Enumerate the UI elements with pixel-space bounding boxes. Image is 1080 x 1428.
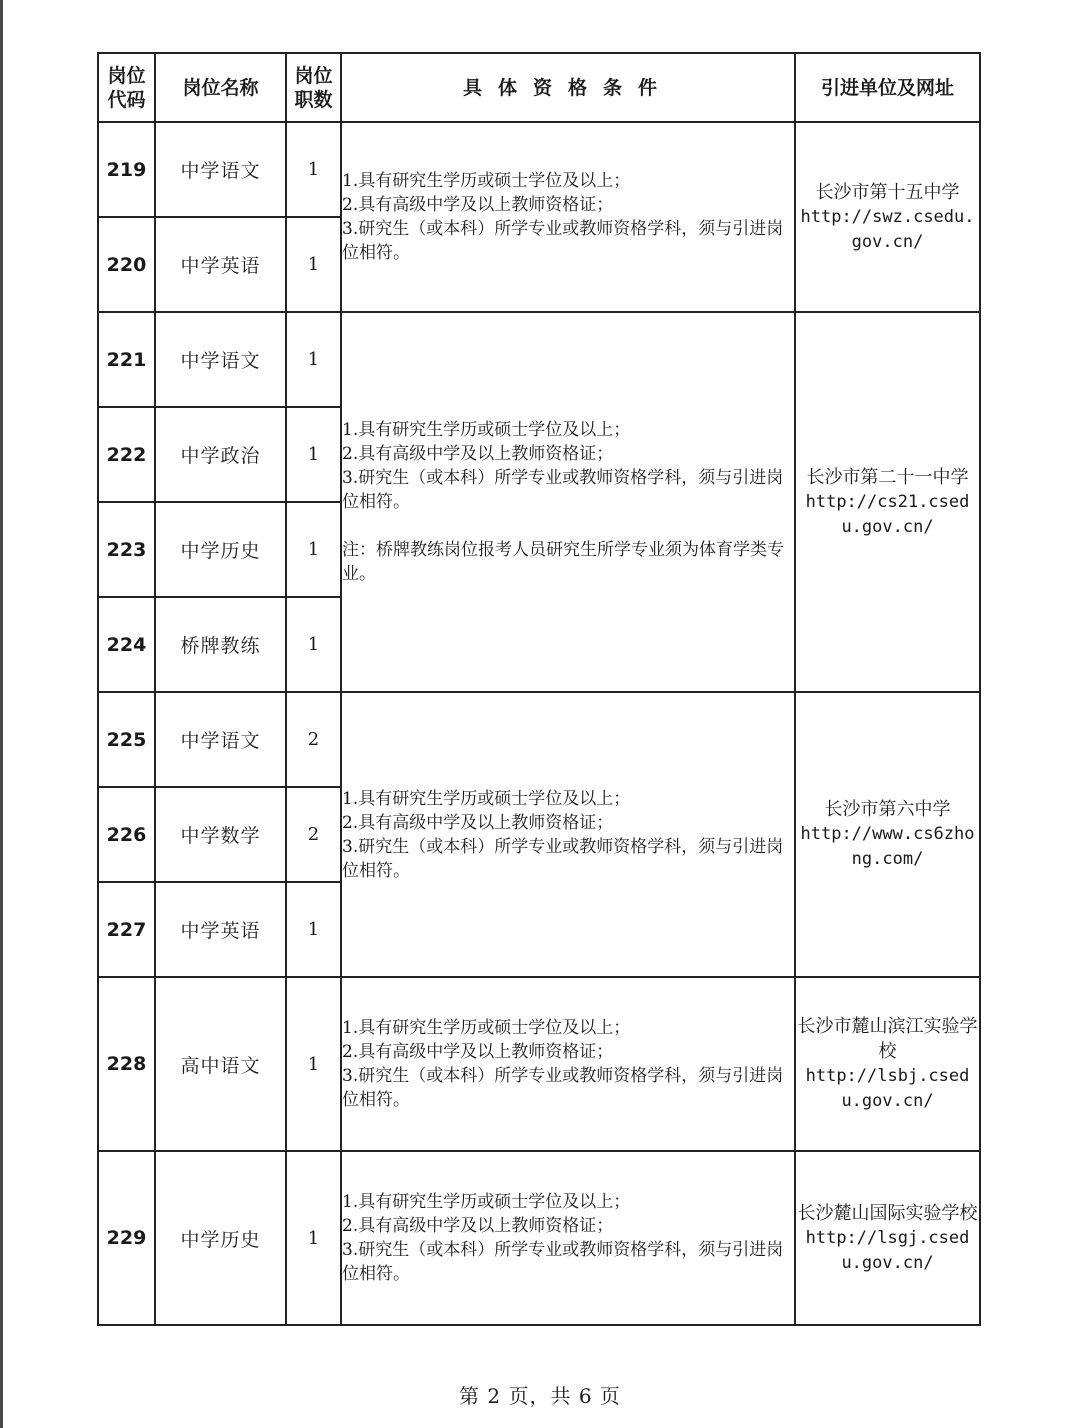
post-code: 221 [98,312,155,407]
table-row [98,692,980,787]
post-code: 228 [98,977,155,1151]
requirements-cell [341,122,795,312]
post-name: 桥牌教练 [155,597,286,692]
header-post-count: 岗位职数 [286,53,341,122]
post-name: 中学语文 [155,312,286,407]
page-number: 第 2 页，共 6 页 [459,1384,621,1408]
post-code: 226 [98,787,155,882]
unit-cell [795,692,980,977]
post-name: 中学英语 [155,217,286,312]
post-count: 1 [286,597,341,692]
unit-cell [795,122,980,312]
requirement-line: 3.研究生（或本科）所学专业或教师资格学科，须与引进岗位相符。 [342,468,784,512]
post-count: 1 [286,217,341,312]
requirement-line: 2.具有高级中学及以上教师资格证； [342,1042,614,1062]
unit-name: 长沙市麓山滨江实验学校 [797,1016,978,1062]
requirement-line: 3.研究生（或本科）所学专业或教师资格学科，须与引进岗位相符。 [342,836,784,881]
requirement-note: 注：桥牌教练岗位报考人员研究生所学专业须为体育学类专业。 [342,540,784,584]
page-left-edge [0,0,3,1428]
unit-cell [795,1151,980,1325]
post-name: 中学数学 [155,787,286,882]
table-row [98,977,980,1151]
post-count: 1 [286,312,341,407]
table-row [98,1151,980,1325]
unit-url[interactable]: http://lsbj.csedu.gov.cn/ [805,1066,970,1111]
unit-url[interactable]: http://www.cs6zhong.com/ [800,824,975,869]
post-count: 1 [286,977,341,1151]
post-code: 229 [98,1151,155,1325]
unit-name: 长沙市第十五中学 [815,181,960,203]
recruitment-table [97,52,981,1326]
post-code: 224 [98,597,155,692]
unit-url[interactable]: http://swz.csedu.gov.cn/ [800,206,975,252]
post-count: 1 [286,502,341,597]
header-post-name: 岗位名称 [155,53,286,122]
post-code: 225 [98,692,155,787]
unit-name: 长沙麓山国际实验学校 [797,1202,978,1224]
table-row [98,122,980,217]
requirements-cell [341,977,795,1151]
post-code: 227 [98,882,155,977]
post-count: 1 [286,407,341,502]
post-code: 222 [98,407,155,502]
unit-cell [795,312,980,692]
requirement-line: 3.研究生（或本科）所学专业或教师资格学科，须与引进岗位相符。 [342,219,784,263]
post-name: 中学历史 [155,1151,286,1325]
requirements-cell [341,312,795,692]
header-requirements: 具体资格条件 [341,53,795,122]
post-code: 219 [98,122,155,217]
requirement-line: 2.具有高级中学及以上教师资格证； [342,1216,614,1236]
requirements-cell [341,692,795,977]
header-unit: 引进单位及网址 [795,53,980,122]
unit-cell [795,977,980,1151]
requirement-line: 1.具有研究生学历或硕士学位及以上； [342,788,631,809]
post-name: 中学政治 [155,407,286,502]
requirement-line: 3.研究生（或本科）所学专业或教师资格学科，须与引进岗位相符。 [342,1240,784,1284]
requirement-line: 2.具有高级中学及以上教师资格证； [342,195,614,215]
unit-name: 长沙市第二十一中学 [806,466,969,488]
post-name: 中学历史 [155,502,286,597]
requirement-line: 1.具有研究生学历或硕士学位及以上； [342,171,631,191]
requirement-line: 1.具有研究生学历或硕士学位及以上； [342,1192,631,1212]
table-row [98,312,980,407]
post-name: 高中语文 [155,977,286,1151]
post-name: 中学英语 [155,882,286,977]
requirements-cell [341,1151,795,1325]
unit-url[interactable]: http://cs21.csedu.gov.cn/ [805,491,970,537]
requirement-line: 3.研究生（或本科）所学专业或教师资格学科，须与引进岗位相符。 [342,1066,784,1110]
post-count: 1 [286,1151,341,1325]
post-code: 223 [98,502,155,597]
post-count: 2 [286,692,341,787]
unit-name: 长沙市第六中学 [824,799,951,820]
post-name: 中学语文 [155,692,286,787]
header-post-code: 岗位代码 [98,53,155,122]
unit-url[interactable]: http://lsgj.csedu.gov.cn/ [805,1227,970,1273]
post-count: 2 [286,787,341,882]
table-header-row [98,53,980,122]
post-code: 220 [98,217,155,312]
requirement-line: 2.具有高级中学及以上教师资格证； [342,444,614,464]
requirement-line: 1.具有研究生学历或硕士学位及以上； [342,420,631,440]
requirement-line: 1.具有研究生学历或硕士学位及以上； [342,1018,631,1038]
post-count: 1 [286,122,341,217]
post-name: 中学语文 [155,122,286,217]
post-count: 1 [286,882,341,977]
requirement-line: 2.具有高级中学及以上教师资格证； [342,812,614,833]
